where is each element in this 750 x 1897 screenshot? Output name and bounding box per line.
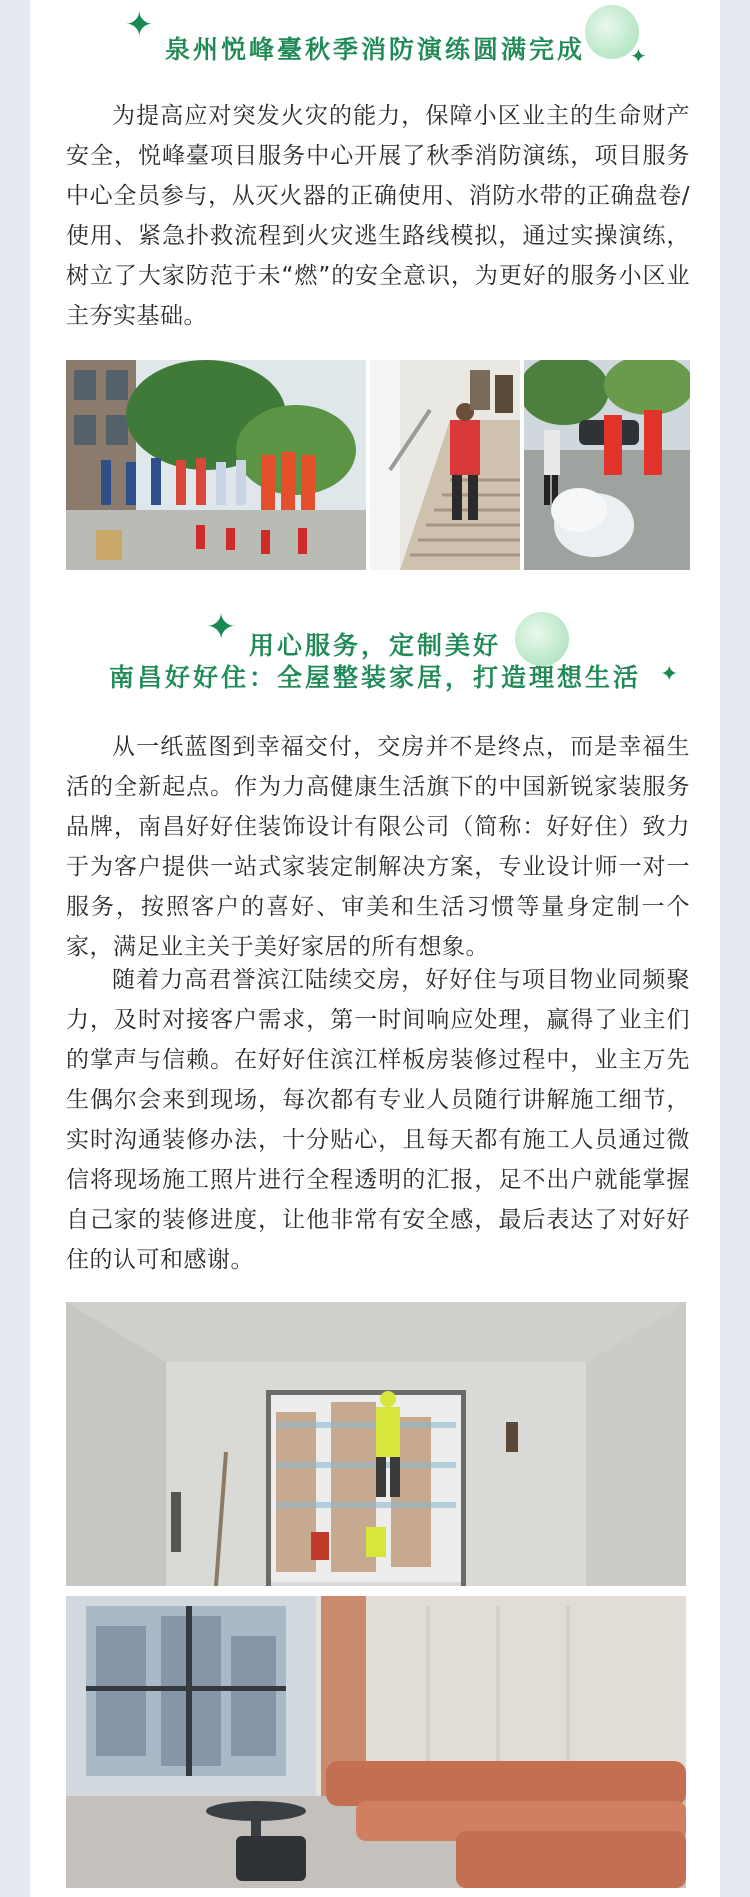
fire-drill-group-photo xyxy=(66,360,366,570)
section2-title-line1: 用心服务，定制美好 xyxy=(248,631,501,660)
section1-paragraph: 为提高应对突发火灾的能力，保障小区业主的生命财产安全，悦峰臺项目服务中心开展了秋季消防演练，项目服务中心全员参与，从灭火器的正确使用、消防水带的正确盘卷/使用、紧急扑救流程到火灾逃生路线模拟，通过实操演练，树立了大家防范于未“燃”的安全意识，为更好的服务小区业主夯实基础。 xyxy=(66,103,690,329)
sparkle-star-icon: ✦ xyxy=(206,607,237,648)
article-page xyxy=(30,0,720,1897)
finished-living-room-photo xyxy=(66,1596,686,1888)
sparkle-star-icon: ✦ xyxy=(630,44,647,68)
sparkle-star-icon: ✦ xyxy=(660,662,679,687)
section1-title: 泉州悦峰臺秋季消防演练圆满完成 xyxy=(164,35,585,64)
extinguisher-demo-photo xyxy=(524,360,690,570)
section2-title-line2: 南昌好好住：全屋整装家居，打造理想生活 xyxy=(108,663,641,692)
sparkle-star-icon: ✦ xyxy=(125,5,154,45)
stairwell-evacuation-photo xyxy=(370,360,520,570)
section2-paragraph-2: 随着力高君誉滨江陆续交房，好好住与项目物业同频聚力，及时对接客户需求，第一时间响应处理，赢得了业主们的掌声与信赖。在好好住滨江样板房装修过程中，业主万先生偶尔会来到现场，每次都有专业人员随行讲解施工细节，实时沟通装修办法，十分贴心，且每天都有施工人员通过微信将现场施工照片进行全程透明的汇报，足不出户就能掌握自己家的装修进度，让他非常有安全感，最后表达了对好好住的认可和感谢。 xyxy=(66,967,690,1273)
section2-paragraph-1: 从一纸蓝图到幸福交付，交房并不是终点，而是幸福生活的全新起点。作为力高健康生活旗下的中国新锐家装服务品牌，南昌好好住装饰设计有限公司（简称：好好住）致力于为客户提供一站式家装定制解决方案，专业设计师一对一服务，按照客户的喜好、审美和生活习惯等量身定制一个家，满足业主关于美好家居的所有想象。 xyxy=(66,734,690,960)
renovation-in-progress-photo xyxy=(66,1302,686,1586)
